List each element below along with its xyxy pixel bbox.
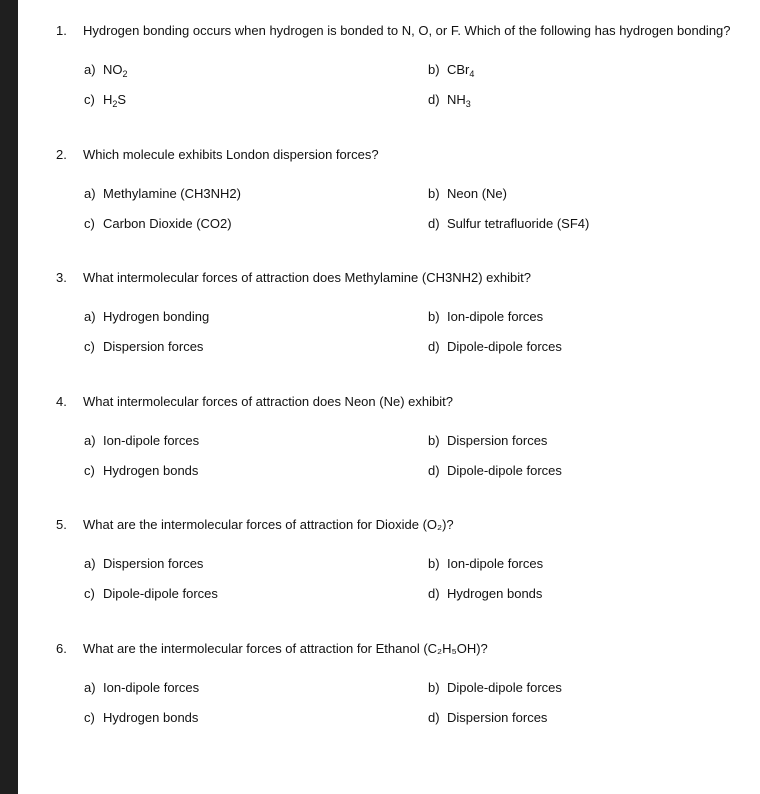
option-letter: b)	[428, 62, 440, 77]
formula-base: NO	[103, 62, 123, 77]
option-text: Dipole-dipole forces	[447, 463, 562, 478]
option-d	[428, 92, 471, 112]
option-b	[428, 62, 474, 82]
option-letter: a)	[84, 433, 96, 448]
option-c	[84, 339, 203, 355]
formula-rest: S	[117, 92, 127, 107]
option-b	[428, 186, 507, 202]
option-text: Hydrogen bonds	[103, 710, 199, 725]
question-number: 4.	[56, 394, 67, 409]
option-letter: b)	[428, 680, 440, 695]
option-text: Sulfur tetrafluoride (SF4)	[447, 216, 590, 231]
question-prompt	[56, 641, 488, 657]
option-text: Dispersion forces	[447, 433, 548, 448]
question-number: 5.	[56, 517, 67, 532]
worksheet-page	[18, 0, 760, 794]
option-letter: b)	[428, 309, 440, 324]
formula-base: H	[103, 92, 113, 107]
question-text: What are the intermolecular forces of attraction for Dioxide (O₂)?	[83, 517, 454, 532]
option-text: Ion-dipole forces	[447, 309, 544, 324]
option-letter: a)	[84, 186, 96, 201]
question-number: 1.	[56, 23, 67, 38]
question-number: 3.	[56, 270, 67, 285]
option-letter: c)	[84, 586, 95, 601]
formula-base: CBr	[447, 62, 470, 77]
option-text: Dispersion forces	[103, 556, 204, 571]
option-text: Dipole-dipole forces	[447, 680, 562, 695]
option-text: Ion-dipole forces	[103, 433, 200, 448]
option-letter: a)	[84, 309, 96, 324]
question-text: Which molecule exhibits London dispersion forces?	[83, 147, 379, 162]
formula-base: NH	[447, 92, 466, 107]
formula-subscript: 4	[469, 69, 475, 79]
option-a	[84, 309, 209, 325]
option-letter: c)	[84, 710, 95, 725]
option-letter: d)	[428, 339, 440, 354]
option-text: Hydrogen bonds	[103, 463, 199, 478]
question-prompt	[56, 270, 531, 286]
option-text: Neon (Ne)	[447, 186, 507, 201]
option-d	[428, 463, 562, 479]
option-c	[84, 710, 198, 726]
option-text: Carbon Dioxide (CO2)	[103, 216, 232, 231]
option-a	[84, 62, 128, 82]
option-text: Dipole-dipole forces	[103, 586, 218, 601]
option-letter: d)	[428, 463, 440, 478]
formula-subscript: 2	[112, 99, 118, 109]
option-letter: c)	[84, 339, 95, 354]
option-text: Ion-dipole forces	[103, 680, 200, 695]
option-b	[428, 433, 547, 449]
question-prompt	[56, 23, 731, 39]
option-letter: b)	[428, 433, 440, 448]
option-d	[428, 339, 562, 355]
question-number: 6.	[56, 641, 67, 656]
option-letter: c)	[84, 463, 95, 478]
option-text: Dispersion forces	[103, 339, 204, 354]
option-b	[428, 556, 543, 572]
option-text: Hydrogen bonds	[447, 586, 543, 601]
option-letter: b)	[428, 186, 440, 201]
option-b	[428, 309, 543, 325]
option-letter: a)	[84, 680, 96, 695]
question-text: What are the intermolecular forces of attraction for Ethanol (C₂H₅OH)?	[83, 641, 488, 656]
option-a	[84, 433, 199, 449]
option-a	[84, 680, 199, 696]
option-text: Ion-dipole forces	[447, 556, 544, 571]
option-letter: d)	[428, 92, 440, 107]
option-letter: b)	[428, 556, 440, 571]
question-text: What intermolecular forces of attraction does Methylamine (CH3NH2) exhibit?	[83, 270, 531, 285]
option-d	[428, 216, 589, 232]
option-d	[428, 586, 542, 602]
option-letter: c)	[84, 92, 95, 107]
option-c	[84, 586, 218, 602]
option-text: Dipole-dipole forces	[447, 339, 562, 354]
question-number: 2.	[56, 147, 67, 162]
option-letter: d)	[428, 710, 440, 725]
option-text: Dispersion forces	[447, 710, 548, 725]
option-b	[428, 680, 562, 696]
option-text: Methylamine (CH3NH2)	[103, 186, 241, 201]
formula-subscript: 3	[465, 99, 471, 109]
question-prompt	[56, 147, 379, 163]
option-text: Hydrogen bonding	[103, 309, 210, 324]
option-a	[84, 556, 203, 572]
question-prompt	[56, 517, 454, 533]
option-c	[84, 92, 126, 112]
question-text: What intermolecular forces of attraction does Neon (Ne) exhibit?	[83, 394, 453, 409]
option-letter: a)	[84, 556, 96, 571]
option-d	[428, 710, 547, 726]
option-letter: c)	[84, 216, 95, 231]
option-c	[84, 216, 232, 232]
question-text: Hydrogen bonding occurs when hydrogen is bonded to N, O, or F. Which of the following has hydrogen bonding?	[83, 23, 731, 38]
question-prompt	[56, 394, 453, 410]
option-letter: a)	[84, 62, 96, 77]
option-letter: d)	[428, 216, 440, 231]
option-a	[84, 186, 241, 202]
formula-subscript: 2	[122, 69, 128, 79]
option-letter: d)	[428, 586, 440, 601]
option-c	[84, 463, 198, 479]
